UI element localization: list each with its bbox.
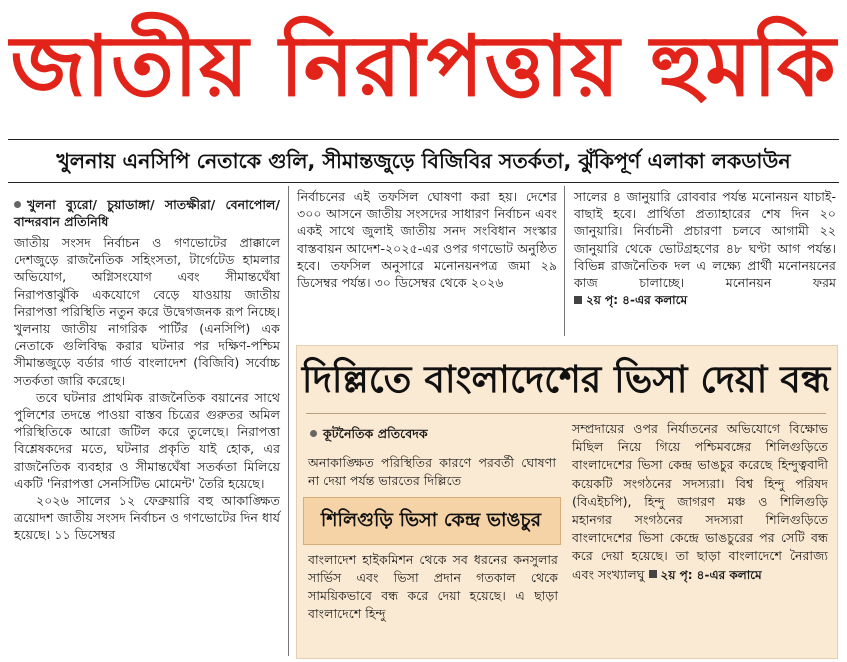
subheadline-rule (8, 182, 839, 183)
visa-story-lead: অনাকাঙ্ক্ষিত পরিস্থিতির কারণে পরবর্তী ঘোষণা না দেয়া পর্যন্ত ভারতের দিল্লিতে (308, 455, 556, 488)
visa-story-byline: কূটনৈতিক প্রতিবেদক (310, 425, 560, 442)
main-story-byline: খুলনা ব্যুরো/ চুয়াডাঙ্গা/ সাতক্ষীরা/ বেনাপোল/ বান্দরবান প্রতিনিধি (14, 197, 280, 229)
main-story-column-2 (297, 188, 557, 291)
visa-story-column-2 (572, 420, 828, 584)
visa-story-paragraph: সম্প্রদায়ের ওপর নির্যাতনের অভিযোগে বিক্ষোভ মিছিল নিয়ে গিয়ে পশ্চিমবঙ্গের শিলিগুড়িতে বাংলাদেশের ভিসা কেন্দ্র ভাঙচুর করেছে হিন্দুত্ববাদী কয়েকটি সংগঠনের সদস্যরা। বিশ্ব হিন্দু পরিষদ (বিএইচপি), হিন্দু জাগরণ মঞ্চ ও শিলিগুড়ি মহানগর সংগঠনের সদস্যরা শিলিগুড়িতে বাংলাদেশের ভিসা কেন্দ্রে ভাঙচুরের পর সেটি বন্ধ করে দেয়া হয়েছে। তা ছাড়া বাংলাদেশে নৈরাজ্য এবং সংখ্যালঘু ২য় পৃ: ৪-এর কলামে (572, 421, 828, 582)
main-story-paragraph: জাতীয় সংসদ নির্বাচন ও গণভোটের প্রাক্কালে দেশজুড়ে রাজনৈতিক সহিংসতা, টার্গেটেড হামলার অভিযোগ, অগ্নিসংযোগ এবং সীমান্তঘেঁষা নিরাপত্তাঝুঁকি একযোগে বেড়ে যাওয়ায় জাতীয় নিরাপত্তা পরিস্থিতি নতুন করে উদ্বেগজনক রূপ নিচ্ছে। খুলনায় জাতীয় নাগরিক পার্টির (এনসিপি) এক নেতাকে গুলিবিদ্ধ করার ঘটনার পর দক্ষিণ-পশ্চিম সীমান্তজুড়ে বর্ডার গার্ড বাংলাদেশ (বিজিবি) সর্বোচ্চ সতর্কতা জারি করেছে। (14, 235, 280, 388)
square-icon (574, 296, 582, 304)
visa-story-paragraph: বাংলাদেশ হাইকমিশন থেকে সব ধরনের কনসুলার সার্ভিস এবং ভিসা প্রদান গতকাল থেকে সাময়িকভাবে বন্ধ করে দেয়া হয়েছে। এ ছাড়া বাংলাদেশে হিন্দু (308, 552, 558, 621)
main-headline: জাতীয় নিরাপত্তায় হুমকি (10, 17, 837, 115)
headline-rule (8, 139, 839, 140)
column-divider (288, 186, 289, 656)
main-story-column-1 (14, 196, 280, 544)
visa-story-headline: দিল্লিতে বাংলাদেশের ভিসা দেয়া বন্ধ (301, 358, 831, 401)
bullet-icon (14, 201, 21, 208)
main-story-paragraph: নির্বাচনের এই তফসিল ঘোষণা করা হয়। দেশের ৩০০ আসনে জাতীয় সংসদের সাধারণ নির্বাচন এবং একই সাথে জুলাই জাতীয় সনদ সংবিধান সংস্কার বাস্তবায়ন আদেশ-২০২৫-এর ওপর গণভোট অনুষ্ঠিত হবে। তফসিল অনুসারে মনোনয়নপত্র জমা ২৯ ডিসেম্বর পর্যন্ত। ৩০ ডিসেম্বর থেকে ২০২৬ (297, 189, 557, 291)
column-divider (564, 186, 565, 336)
continued-label: ২য় পৃ: ৪-এর কলামে (649, 568, 762, 582)
main-story-paragraph: সালের ৪ জানুয়ারি রোববার পর্যন্ত মনোনয়ন যাচাই-বাছাই হবে। প্রার্থিতা প্রত্যাহারের শেষ দিন ২০ জানুয়ারি। নির্বাচনী প্রচারণা চলবে আগামী ২২ জানুয়ারি থেকে ভোটগ্রহণের ৪৮ ঘণ্টা আগ পর্যন্ত। বিভিন্ন রাজনৈতিক দল এ লক্ষ্যে প্রার্থী মনোনয়নের কাজ চালাচ্ছে। মনোনয়ন ফরম ২য় পৃ: ৪-এর কলামে (574, 189, 836, 308)
inset-headline: শিলিগুড়ি ভিসা কেন্দ্র ভাঙচুর (320, 509, 542, 531)
visa-story-byline-block (310, 425, 560, 446)
main-story-paragraph: ২০২৬ সালের ১২ ফেব্রুয়ারি বহু আকাঙ্ক্ষিত ত্রয়োদশ জাতীয় সংসদ নির্বাচন ও গণভোটের দিন ধার্য হয়েছে। ১১ ডিসেম্বর (14, 493, 280, 543)
main-story-column-3 (574, 188, 836, 309)
bullet-icon (310, 430, 317, 437)
square-icon (649, 570, 657, 578)
visa-story-column-1 (308, 551, 558, 623)
sub-headline: খুলনায় এনসিপি নেতাকে গুলি, সীমান্তজুড়ে বিজিবির সতর্কতা, ঝুঁকিপূর্ণ এলাকা লকডাউন (56, 149, 791, 173)
main-story-paragraph: তবে ঘটনার প্রাথমিক রাজনৈতিক বয়ানের সাথে পুলিশের তদন্তে পাওয়া বাস্তব চিত্রের গুরুতর অমিল পরিস্থিতিকে আরো জটিল করে তুলেছে। নিরাপত্তা বিশ্লেষকদের মতে, ঘটনার প্রকৃতি যাই হোক, এর রাজনৈতিক ব্যবহার ও সীমান্তঘেঁষা সতর্কতা মিলিয়ে একটি 'নিরাপত্তা সেনসিটিভ মোমেন্ট' তৈরি হয়েছে। (14, 389, 280, 491)
visa-headline-rule (306, 413, 826, 414)
continued-label: ২য় পৃ: ৪-এর কলামে (574, 293, 687, 307)
